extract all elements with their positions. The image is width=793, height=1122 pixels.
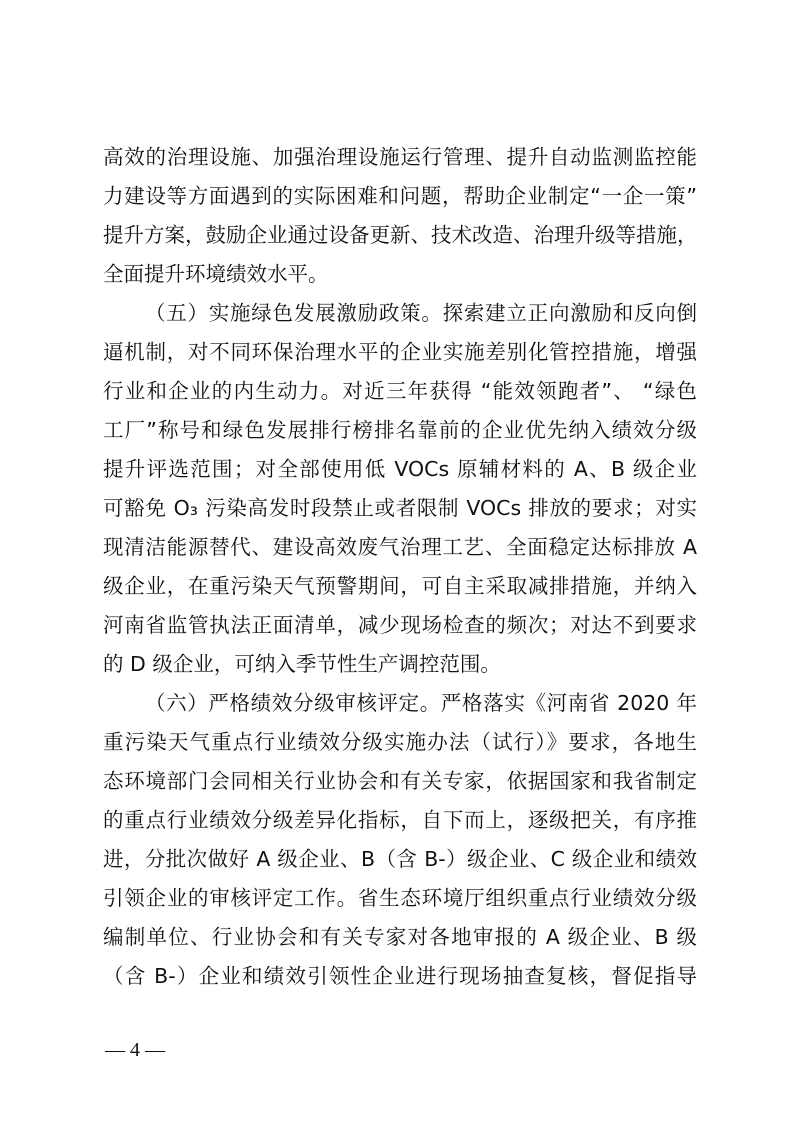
text-line: 提升评选范围；对全部使用低 VOCs 原辅材料的 A、B 级企业 <box>103 457 697 481</box>
paragraph <box>103 684 697 996</box>
text-line: 进，分批次做好 A 级企业、B（含 B-）级企业、C 级企业和绩效 <box>103 847 697 871</box>
document-body <box>103 138 697 996</box>
text-line: 工厂”称号和绿色发展排行榜排名靠前的企业优先纳入绩效分级 <box>103 418 697 442</box>
text-line: 引领企业的审核评定工作。省生态环境厅组织重点行业绩效分级 <box>103 886 697 910</box>
paragraph <box>103 138 697 294</box>
text-line: 重污染天气重点行业绩效分级实施办法（试行）》要求，各地生 <box>103 730 697 754</box>
text-line: 逼机制，对不同环保治理水平的企业实施差别化管控措施，增强 <box>103 340 697 364</box>
paragraph <box>103 294 697 684</box>
page-number: — 4 — <box>105 1039 165 1061</box>
text-line: 可豁免 O₃ 污染高发时段禁止或者限制 VOCs 排放的要求；对实 <box>103 496 697 520</box>
text-line: 级企业，在重污染天气预警期间，可自主采取减排措施，并纳入 <box>103 574 697 598</box>
text-line: （含 B-）企业和绩效引领性企业进行现场抽查复核，督促指导 <box>103 964 697 988</box>
text-line: 河南省监管执法正面清单，减少现场检查的频次；对达不到要求 <box>103 613 697 637</box>
text-line: （六）严格绩效分级审核评定。严格落实《河南省 2020 年 <box>145 691 697 715</box>
text-line: 提升方案，鼓励企业通过设备更新、技术改造、治理升级等措施， <box>103 223 698 247</box>
text-line: 态环境部门会同相关行业协会和有关专家，依据国家和我省制定 <box>103 769 697 793</box>
text-line: 高效的治理设施、加强治理设施运行管理、提升自动监测监控能 <box>103 145 697 169</box>
text-line: 编制单位、行业协会和有关专家对各地审报的 A 级企业、B 级 <box>103 925 697 949</box>
text-line: 力建设等方面遇到的实际困难和问题，帮助企业制定“一企一策” <box>103 184 697 208</box>
text-line: 的 D 级企业，可纳入季节性生产调控范围。 <box>103 652 501 676</box>
text-line: 行业和企业的内生动力。对近三年获得 “能效领跑者”、 “绿色 <box>103 379 697 403</box>
text-line: 全面提升环境绩效水平。 <box>103 262 329 286</box>
text-line: 的重点行业绩效分级差异化指标，自下而上，逐级把关，有序推 <box>103 808 697 832</box>
text-line: 现清洁能源替代、建设高效废气治理工艺、全面稳定达标排放 A <box>103 535 697 559</box>
text-line: （五）实施绿色发展激励政策。探索建立正向激励和反向倒 <box>145 301 697 325</box>
